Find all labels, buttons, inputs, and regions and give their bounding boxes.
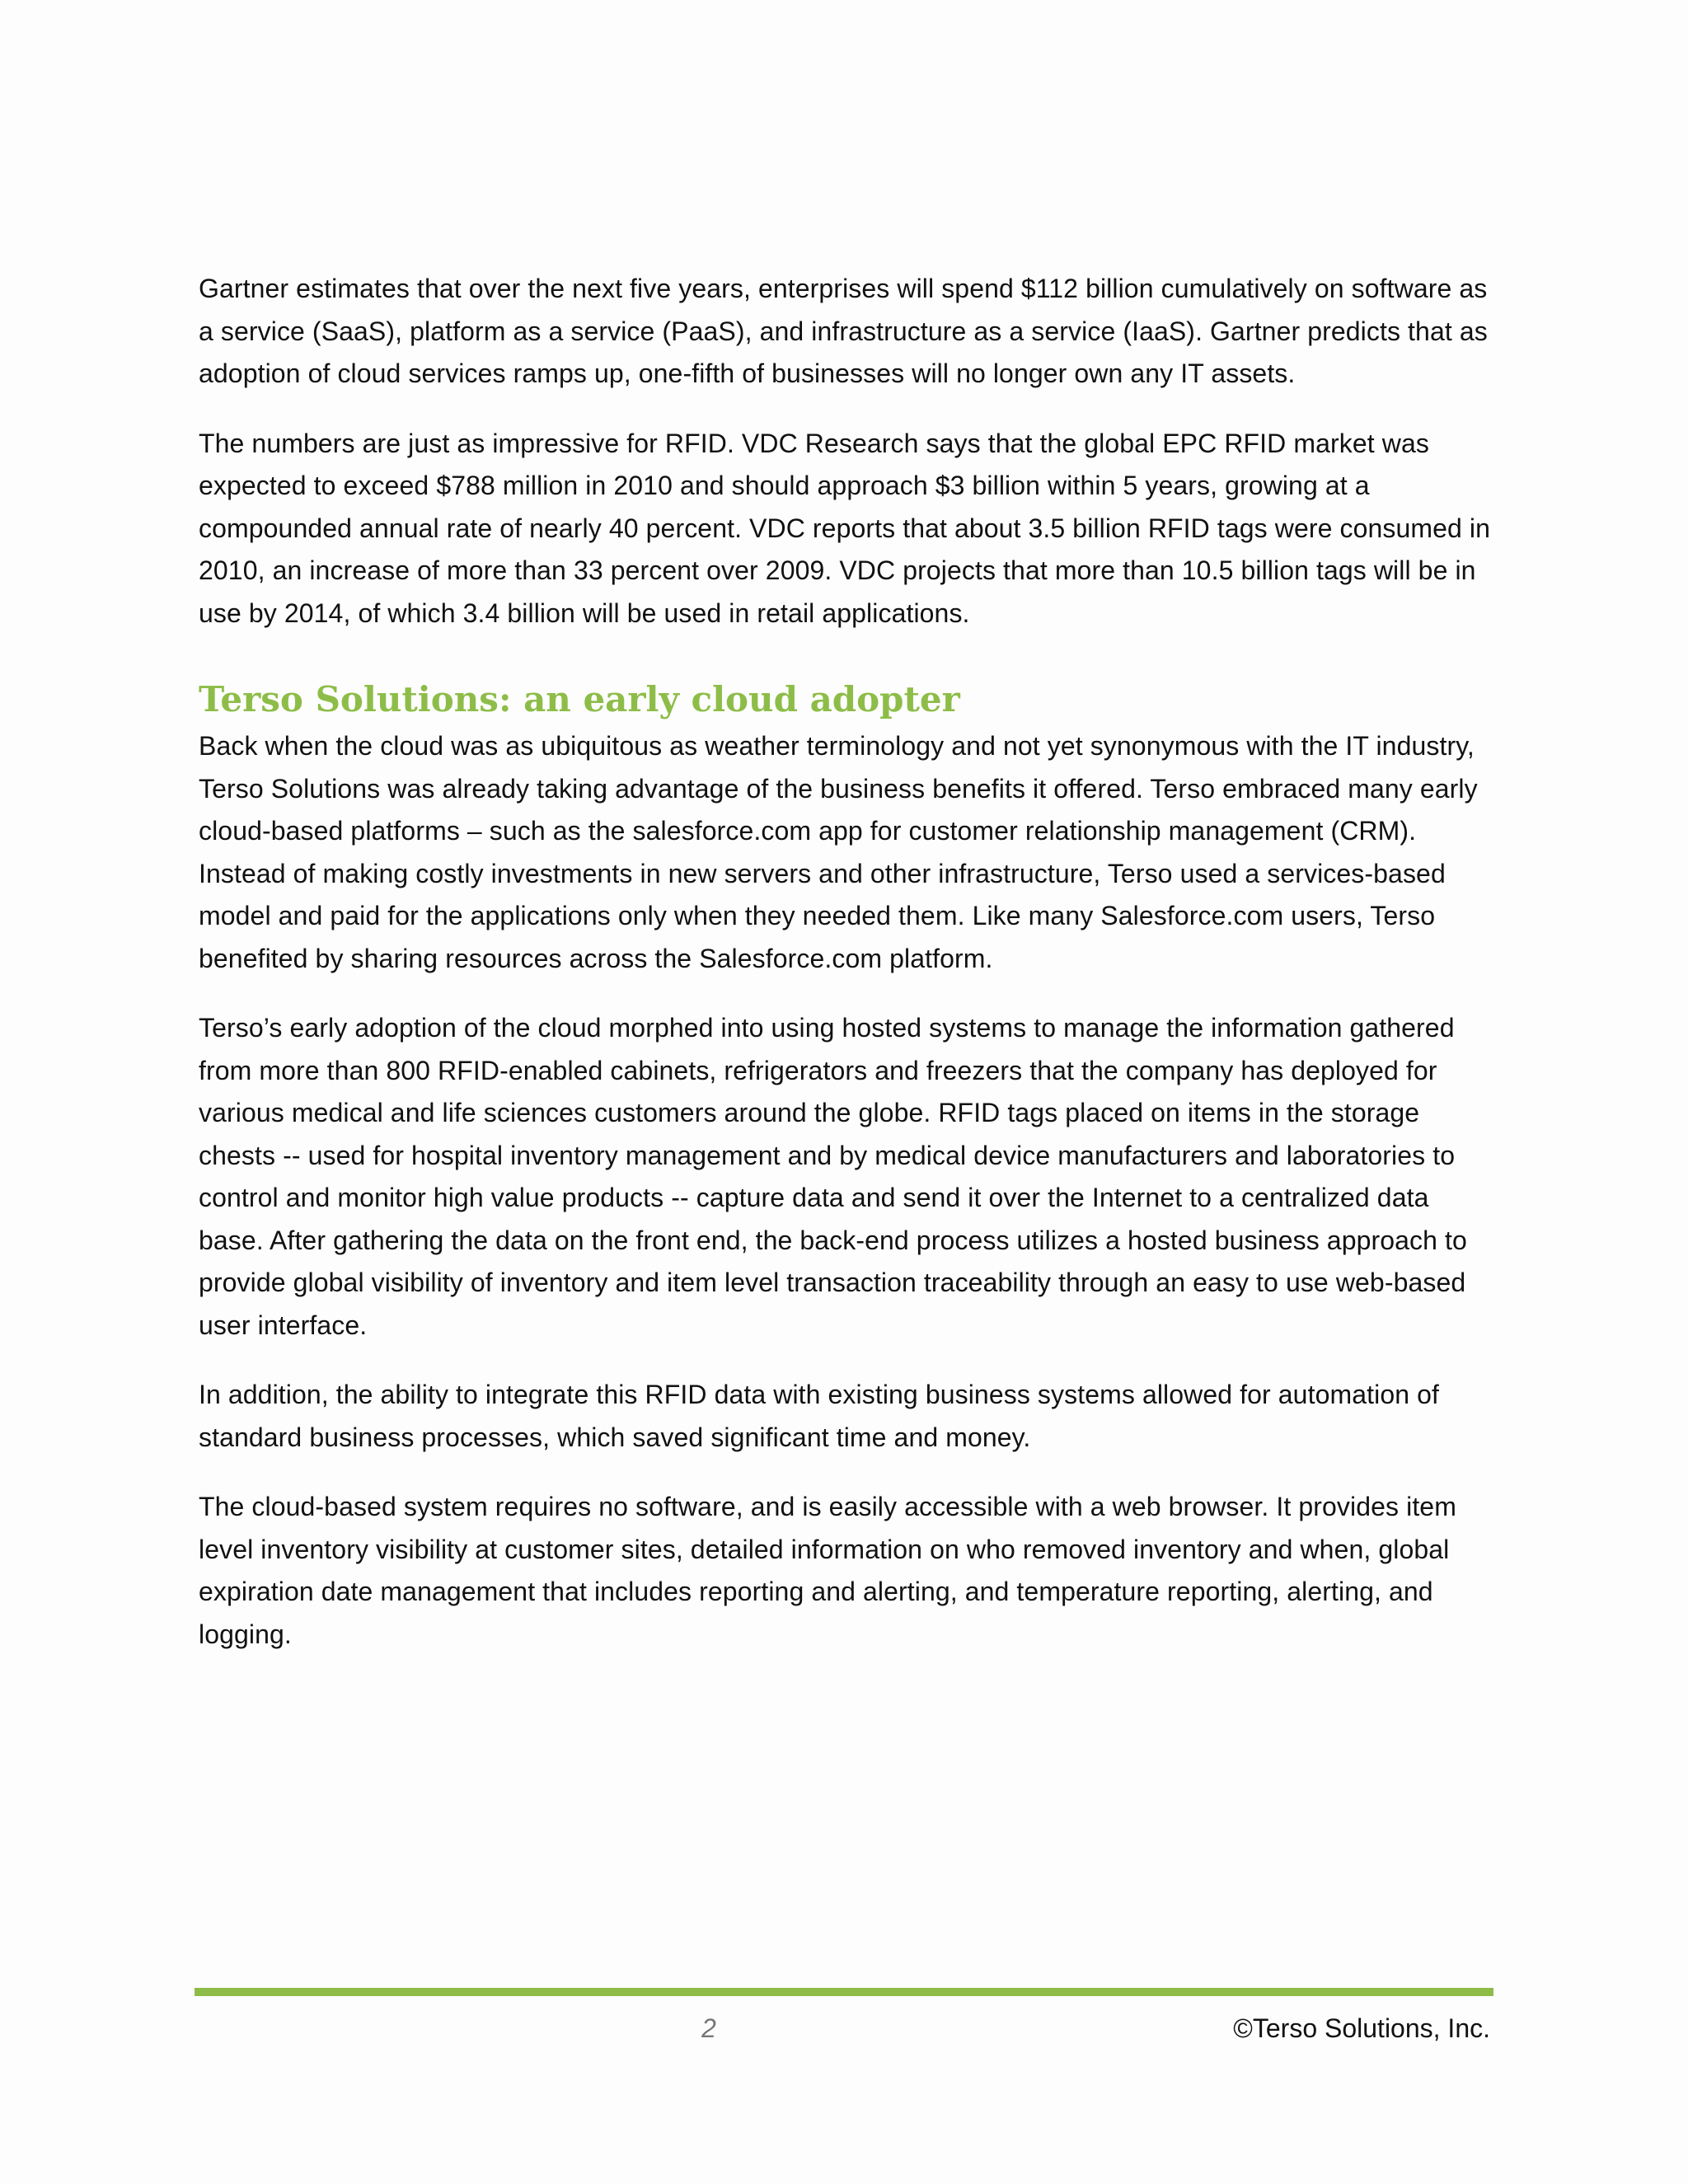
- page-content: [199, 268, 1493, 1683]
- section-paragraph-1: Back when the cloud was as ubiquitous as weather terminology and not yet synonymous with the IT industry, Terso Solutions was already taking advantage of the business benefits it offered. Terso embraced many early cloud-based platforms – such as the salesforce.com app for customer relationship management (CRM). Instead of making costly investments in new servers and other infrastructure, Terso used a services-based model and paid for the applications only when they needed them. Like many Salesforce.com users, Terso benefited by sharing resources across the Salesforce.com platform.: [199, 731, 1478, 973]
- copyright-notice: ©Terso Solutions, Inc.: [1233, 2013, 1490, 2043]
- section-paragraph-4: The cloud-based system requires no software, and is easily accessible with a web browser. It provides item level inventory visibility at customer sites, detailed information on who removed inventory and when, global expiration date management that includes reporting and alerting, and temperature reporting, alerting, and logging.: [199, 1492, 1456, 1649]
- body-paragraph-1: Gartner estimates that over the next five years, enterprises will spend $112 billion cumulatively on software as a service (SaaS), platform as a service (PaaS), and infrastructure as a service (IaaS). Gartner predicts that as adoption of cloud services ramps up, one-fifth of businesses will no longer own any IT assets.: [199, 274, 1488, 388]
- page-number: 2: [701, 2013, 716, 2043]
- body-paragraph-2: The numbers are just as impressive for RFID. VDC Research says that the global EPC RFID market was expected to exceed $788 million in 2010 and should approach $3 billion within 5 years, growing at a compounded annual rate of nearly 40 percent. VDC reports that about 3.5 billion RFID tags were consumed in 2010, an increase of more than 33 percent over 2009. VDC projects that more than 10.5 billion tags will be in use by 2014, of which 3.4 billion will be used in retail applications.: [199, 428, 1491, 628]
- section-paragraph-3: In addition, the ability to integrate this RFID data with existing business systems allowed for automation of standard business processes, which saved significant time and money.: [199, 1380, 1439, 1452]
- section-paragraph-2: Terso’s early adoption of the cloud morphed into using hosted systems to manage the information gathered from more than 800 RFID-enabled cabinets, refrigerators and freezers that the company has deployed for various medical and life sciences customers around the globe. RFID tags placed on items in the storage chests -- used for hospital inventory management and by medical device manufacturers and laboratories to control and monitor high value products -- capture data and send it over the Internet to a centralized data base. After gathering the data on the front end, the back-end process utilizes a hosted business approach to provide global visibility of inventory and item level transaction traceability through an easy to use web-based user interface.: [199, 1013, 1467, 1340]
- section-heading: Terso Solutions: an early cloud adopter: [199, 679, 960, 719]
- footer-divider: [195, 1988, 1493, 1996]
